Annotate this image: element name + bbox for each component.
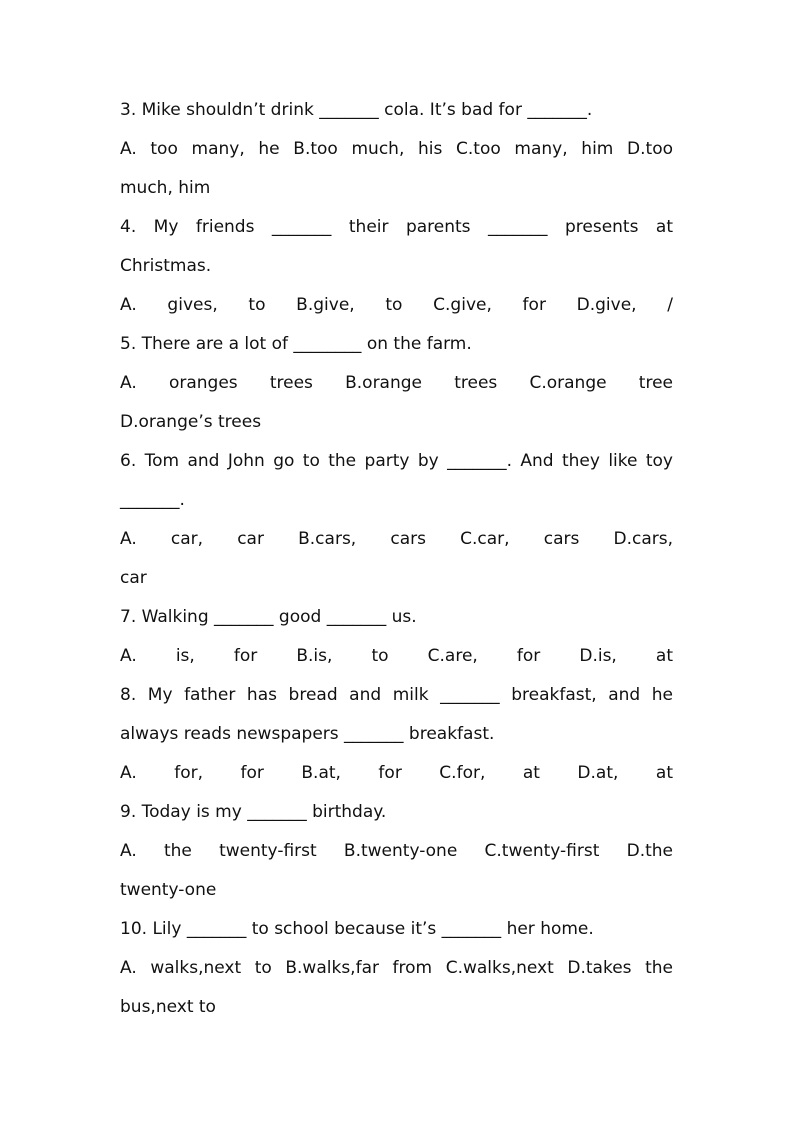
question-3-options-continued: much, him: [120, 178, 211, 198]
question-5-options-continued: D.orange’s trees: [120, 412, 262, 432]
question-8-stem-continued: always reads newspapers _______ breakfast.: [120, 724, 495, 744]
question-6-options-continued: car: [120, 568, 147, 588]
question-8-options: A. for, for B.at, for C.for, at D.at, at: [120, 763, 673, 783]
question-10-options-continued: bus,next to: [120, 997, 216, 1017]
question-9-options-continued: twenty-one: [120, 880, 217, 900]
question-4-stem: 4. My friends _______ their parents _______ presents at: [120, 217, 673, 237]
question-10-stem: 10. Lily _______ to school because it’s _______ her home.: [120, 919, 594, 939]
question-7-options: A. is, for B.is, to C.are, for D.is, at: [120, 646, 673, 666]
question-4-options: A. gives, to B.give, to C.give, for D.give, /: [120, 295, 673, 315]
question-3-options: A. too many, he B.too much, his C.too many, him D.too: [120, 139, 673, 159]
question-10-options: A. walks,next to B.walks,far from C.walks,next D.takes the: [120, 958, 673, 978]
question-4-stem-continued: Christmas.: [120, 256, 212, 276]
question-9-stem: 9. Today is my _______ birthday.: [120, 802, 387, 822]
question-8-stem: 8. My father has bread and milk _______ breakfast, and he: [120, 685, 673, 705]
question-5-stem: 5. There are a lot of ________ on the farm.: [120, 334, 472, 354]
question-3-stem: 3. Mike shouldn’t drink _______ cola. It’s bad for _______.: [120, 100, 593, 120]
question-6-options: A. car, car B.cars, cars C.car, cars D.cars,: [120, 529, 673, 549]
question-6-stem-continued: _______.: [120, 490, 185, 510]
question-6-stem: 6. Tom and John go to the party by _______. And they like toy: [120, 451, 673, 471]
question-9-options: A. the twenty-first B.twenty-one C.twenty-first D.the: [120, 841, 673, 861]
question-7-stem: 7. Walking _______ good _______ us.: [120, 607, 417, 627]
question-5-options: A. oranges trees B.orange trees C.orange tree: [120, 373, 673, 393]
